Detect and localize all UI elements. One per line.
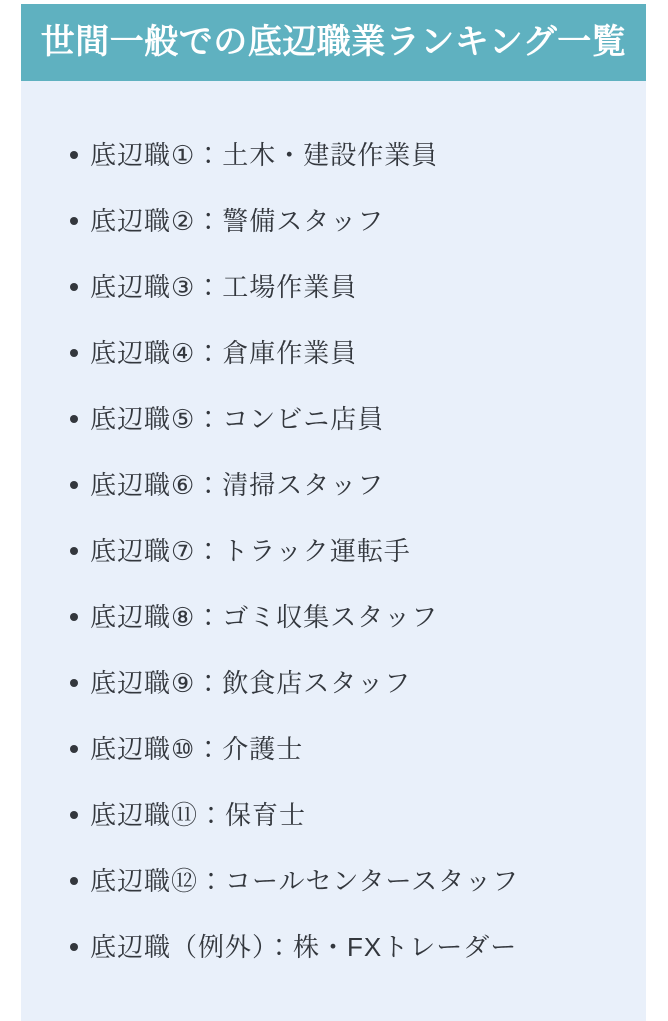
bullet-icon [70, 613, 78, 621]
list-item [90, 138, 616, 172]
list-item-label: 底辺職①：土木・建設作業員 [90, 140, 439, 170]
bullet-icon [70, 877, 78, 885]
list-item [90, 534, 616, 568]
list-item [90, 204, 616, 238]
list-item-label: 底辺職⑪：保育士 [90, 800, 307, 830]
list-item [90, 732, 616, 766]
list-item [90, 468, 616, 502]
bullet-icon [70, 679, 78, 687]
list-item-label: 底辺職⑩：介護士 [90, 734, 304, 764]
list-item-label: 底辺職②：警備スタッフ [90, 206, 385, 236]
list-item-label: 底辺職⑥：清掃スタッフ [90, 470, 385, 500]
bullet-icon [70, 217, 78, 225]
list-item-label: 底辺職③：工場作業員 [90, 272, 358, 302]
list-item-label: 底辺職⑧：ゴミ収集スタッフ [90, 602, 439, 632]
list-item [90, 798, 616, 832]
bullet-icon [70, 547, 78, 555]
bullet-icon [70, 415, 78, 423]
bullet-icon [70, 943, 78, 951]
list-item [90, 336, 616, 370]
bullet-icon [70, 283, 78, 291]
list-item [90, 666, 616, 700]
bullet-icon [70, 811, 78, 819]
list-item [90, 864, 616, 898]
list-item-label: 底辺職⑤：コンビニ店員 [90, 404, 385, 434]
job-list [21, 81, 646, 964]
bullet-icon [70, 349, 78, 357]
list-item-label: 底辺職（例外）：株・FXトレーダー [90, 932, 518, 962]
list-item [90, 270, 616, 304]
content-panel [21, 81, 646, 1021]
bullet-icon [70, 481, 78, 489]
list-item [90, 402, 616, 436]
list-item-label: 底辺職④：倉庫作業員 [90, 338, 358, 368]
list-item [90, 930, 616, 964]
page-title: 世間一般での底辺職業ランキング一覧 [21, 4, 646, 81]
bullet-icon [70, 151, 78, 159]
list-item [90, 600, 616, 634]
list-item-label: 底辺職⑫：コールセンタースタッフ [90, 866, 520, 896]
list-item-label: 底辺職⑨：飲食店スタッフ [90, 668, 412, 698]
list-item-label: 底辺職⑦：トラック運転手 [90, 536, 411, 566]
bullet-icon [70, 745, 78, 753]
